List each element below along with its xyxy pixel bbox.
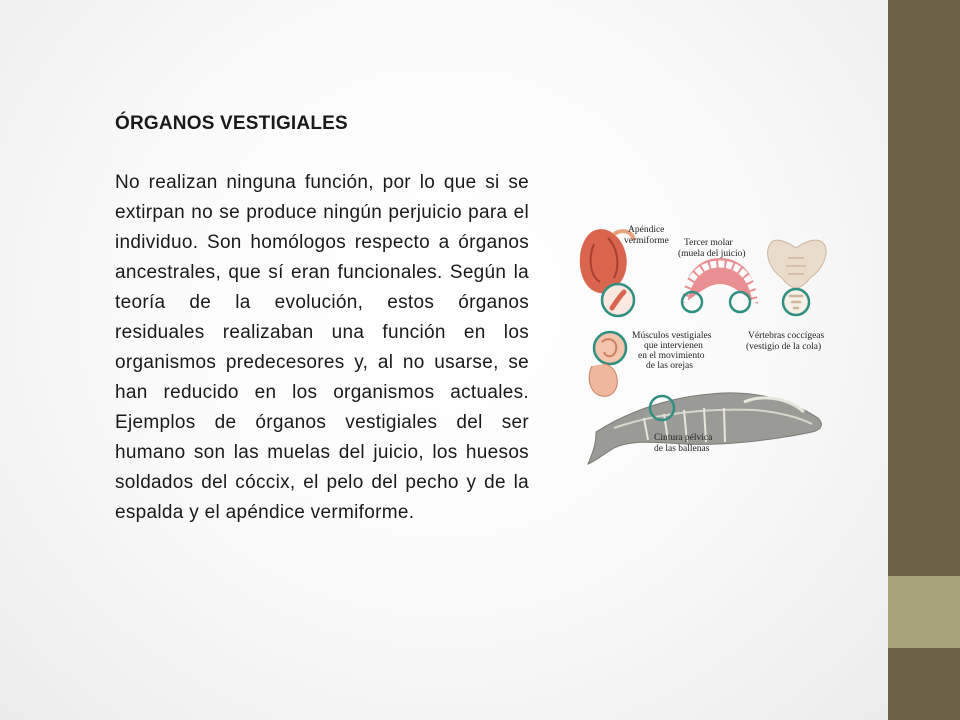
label-pelvis-line2: de las ballenas	[654, 444, 710, 454]
label-molar-line2: (muela del juicio)	[678, 249, 746, 259]
slide-body-text: No realizan ninguna función, por lo que si se extirpan no se produce ningún perjuicio para el individuo. Son homólogos respecto a órganos ancestrales, que sí eran funcionales. Según la teoría de la evolución, estos órganos residuales realizaban una función en los organismos predecesores y, al no usarse, se han reducido en los organismos actuales. Ejemplos de órganos vestigiales del ser humano son las muelas del juicio, los huesos soldados del cóccix, el pelo del pecho y de la espalda y el apéndice vermiforme.	[115, 172, 529, 523]
sacrum-illustration	[768, 240, 826, 288]
label-muscles-line1: Músculos vestigiales	[632, 331, 712, 341]
label-muscles-line2: que intervienen	[644, 341, 703, 351]
label-appendix-line1: Apéndice	[628, 225, 665, 235]
molar-highlight-circle-right	[730, 292, 750, 312]
label-molar-line1: Tercer molar	[684, 238, 733, 248]
ear-illustration	[589, 332, 626, 396]
label-muscles-line4: de las orejas	[646, 361, 693, 371]
slide-title: ÓRGANOS VESTIGIALES	[115, 113, 348, 134]
sidebar-accent-top	[888, 0, 960, 576]
ear-highlight-circle	[594, 332, 626, 364]
vestigial-organs-illustration	[574, 218, 844, 468]
label-appendix-line2: vermiforme	[624, 236, 669, 246]
sidebar-accent-bottom	[888, 648, 960, 720]
label-vertebrae-line1: Vértebras coccígeas	[748, 331, 825, 341]
label-pelvis-line1: Cintura pélvica	[654, 433, 713, 443]
sidebar-accent-middle	[888, 576, 960, 648]
label-muscles-line3: en el movimiento	[638, 351, 705, 361]
label-vertebrae-line2: (vestigio de la cola)	[746, 342, 822, 352]
teeth-illustration	[682, 258, 758, 304]
